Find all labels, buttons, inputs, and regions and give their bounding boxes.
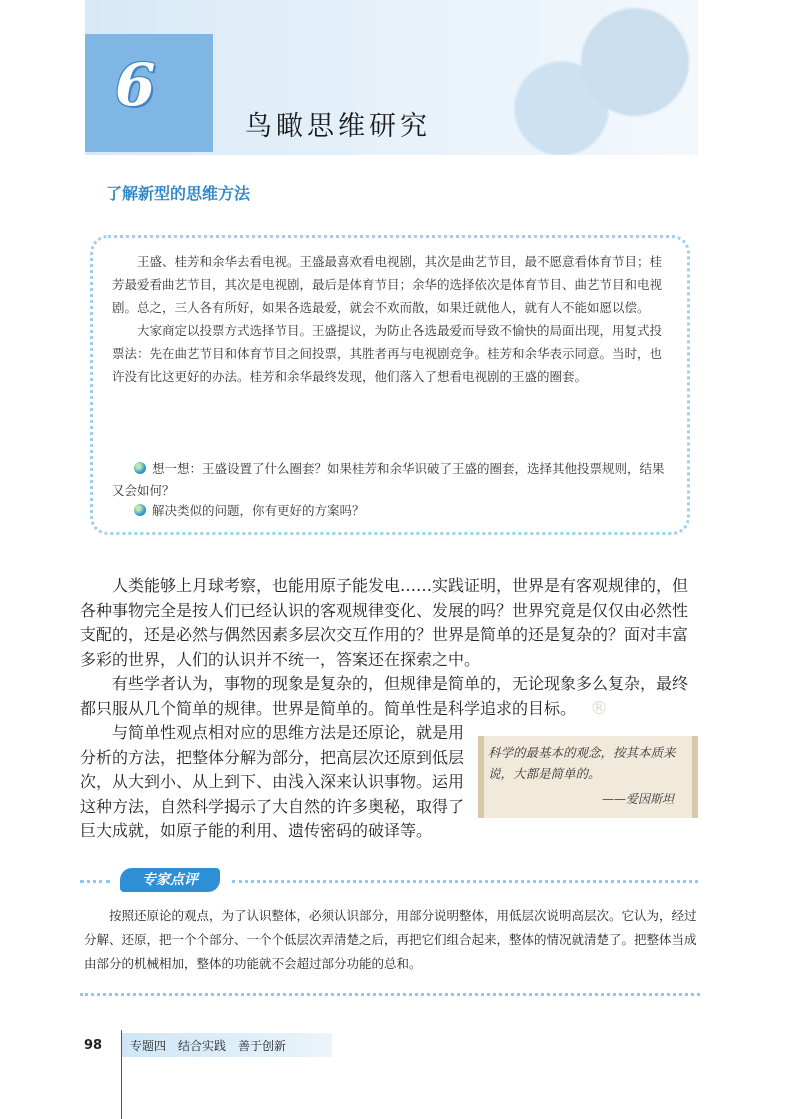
main-paragraph-text: 有些学者认为，事物的现象是复杂的，但规律是简单的，无论现象多么复杂，最终都只服从几个简单的规律。世界是简单的。简单性是科学追求的目标。: [80, 674, 689, 718]
expert-review-text: 按照还原论的观点，为了认识整体，必须认识部分，用部分说明整体，用低层次说明高层次。它认为，经过分解、还原，把一个个部分、一个个低层次弄清楚之后，再把它们组合起来，整体的情况就清楚了。把整体当成由部分的机械相加，整体的功能就不会超过部分功能的总和。: [84, 908, 697, 971]
section-title: 了解新型的思维方法: [106, 184, 251, 203]
main-paragraph: [80, 721, 468, 844]
story-paragraph: 王盛、桂芳和余华去看电视。王盛最喜欢看电视剧，其次是曲艺节目，最不愿意看体育节目；桂芳最爱看曲艺节目，其次是电视剧，最后是体育节目；余华的选择依次是体育节目、曲艺节目和电视剧。总之，三人各有所好，如果各选最爱，就会不欢而散，如果迁就他人，就有人不能如愿以偿。: [112, 254, 663, 315]
page-number: 98: [84, 1038, 103, 1053]
divider-dots: [80, 880, 110, 883]
portrait-decoration: [488, 0, 698, 155]
globe-bullet-icon: [134, 504, 146, 516]
quote-text: 科学的最基本的观念，按其本质来说，大都是简单的。: [488, 745, 676, 781]
main-paragraph-text: 与简单性观点相对应的思维方法是还原论，就是用分析的方法，把整体分解为部分，把高层次还原到低层次，从大到小、从上到下、由浅入深来认识事物。运用这种方法，自然科学揭示了大自然的许多奥秘，取得了巨大成就，如原子能的利用、遗传密码的破译等。: [80, 723, 465, 840]
main-paragraph: [80, 574, 695, 672]
question-item: [112, 458, 672, 502]
main-paragraph-text: 人类能够上月球考察，也能用原子能发电……实践证明，世界是有客观规律的，但各种事物完全是按人们已经认识的客观规律变化、发展的吗？世界究竟是仅仅由必然性支配的，还是必然与偶然因素多层次交互作用的？世界是简单的还是复杂的？面对丰富多彩的世界，人们的认识并不统一，答案还在探索之中。: [80, 576, 689, 669]
question-text: 想一想：王盛设置了什么圈套？如果桂芳和余华识破了王盛的圈套，选择其他投票规则，结果又会如何？: [112, 461, 665, 498]
footer-text: 专题四 结合实践 善于创新: [130, 1039, 287, 1053]
question-text: 解决类似的问题，你有更好的方案吗？: [152, 503, 365, 518]
chapter-number: 6: [115, 51, 156, 119]
question-item: [112, 500, 672, 522]
expert-review-tag: 专家点评: [120, 868, 220, 892]
quote-author: ——爱因斯坦: [602, 792, 675, 806]
globe-bullet-icon: [134, 462, 146, 474]
divider-dots: [232, 880, 698, 883]
divider-dots: [80, 993, 700, 996]
story-text: [112, 250, 672, 388]
chapter-title: 鸟瞰思维研究: [245, 111, 431, 142]
registered-mark: ®: [590, 698, 608, 719]
story-paragraph: 大家商定以投票方式选择节目。王盛提议，为防止各选最爱而导致不愉快的局面出现，用复式投票法：先在曲艺节目和体育节目之间投票，其胜者再与电视剧竞争。桂芳和余华表示同意。当时，也许没有比这更好的办法。桂芳和余华最终发现，他们落入了想看电视剧的王盛的圈套。: [112, 323, 663, 384]
